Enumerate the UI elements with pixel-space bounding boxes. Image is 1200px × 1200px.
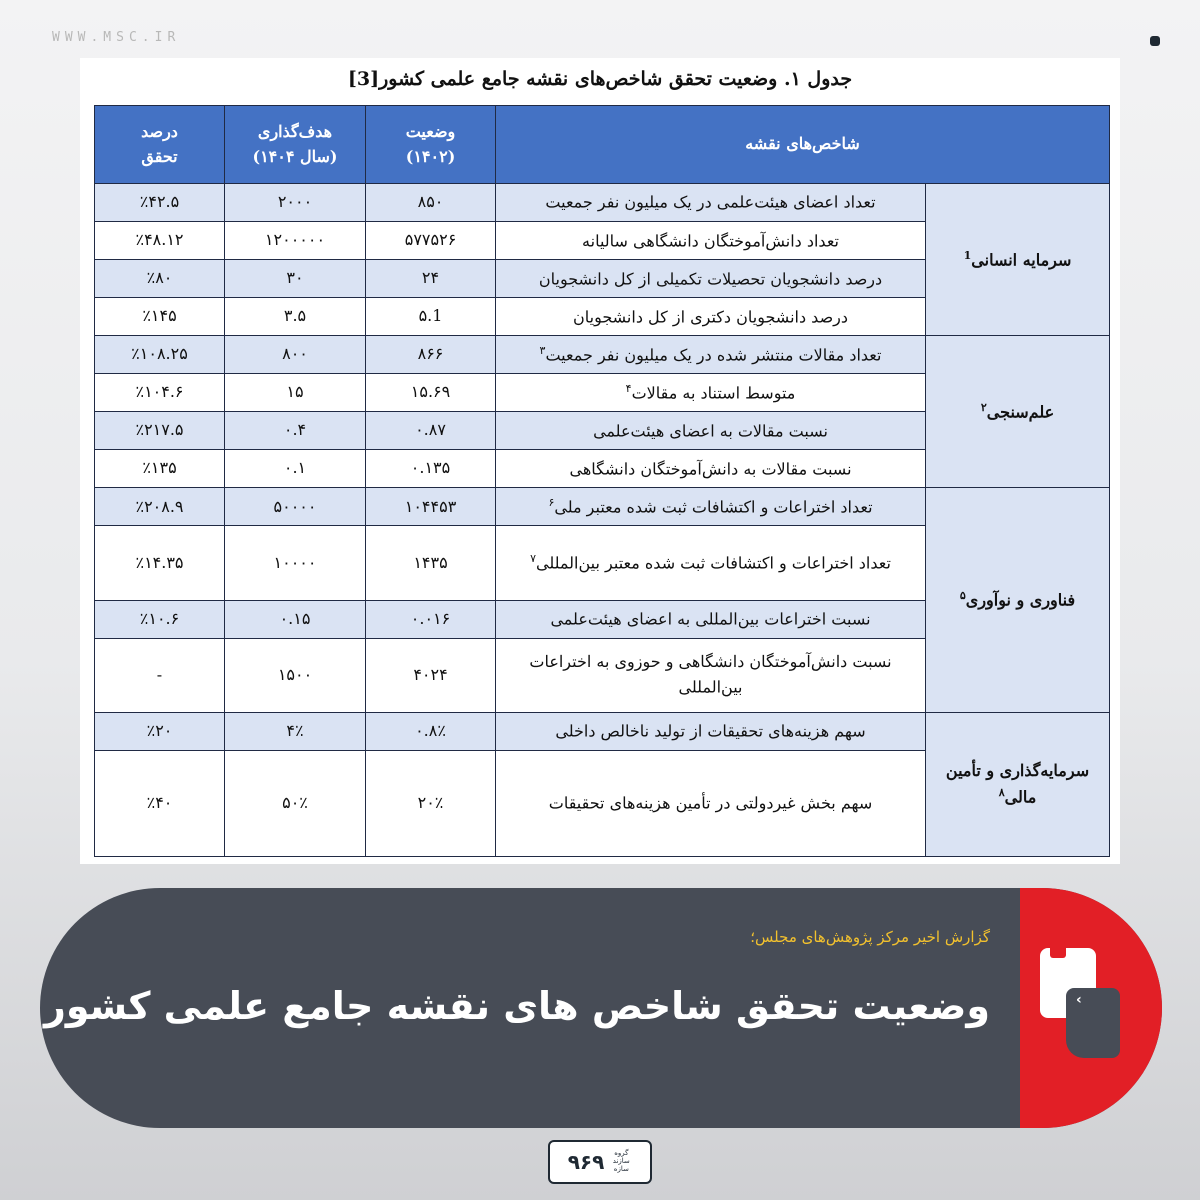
target-cell: ۵۰٪ <box>225 750 366 856</box>
chat-logo-icon <box>1040 948 1122 1058</box>
indicator-table <box>94 105 1110 857</box>
header-target-line1: هدف‌گذاری <box>257 121 333 141</box>
headline-banner <box>40 888 1162 1128</box>
achievement-cell: ٪۱۴۵ <box>95 298 225 336</box>
achievement-cell: - <box>95 638 225 712</box>
target-cell: ۰.۴ <box>225 412 366 450</box>
indicator-cell: سهم بخش غیردولتی در تأمین هزینه‌های تحقیقات <box>496 750 926 856</box>
achievement-cell: ٪۴۲.۵ <box>95 184 225 222</box>
target-cell: ۰.۱۵ <box>225 600 366 638</box>
achievement-cell: ٪۱۰.۶ <box>95 600 225 638</box>
chevron-left-icon: ‹ <box>1076 992 1082 1008</box>
status-cell: ۲۰٪ <box>366 750 496 856</box>
status-cell: ۵.1 <box>366 298 496 336</box>
target-cell: ۴٪ <box>225 712 366 750</box>
target-cell: ۲۰۰۰ <box>225 184 366 222</box>
target-cell: ۳.۵ <box>225 298 366 336</box>
site-watermark: WWW.MSC.IR <box>52 30 181 45</box>
category-scientometrics: علم‌سنجی$^۲$ <box>926 336 1110 488</box>
header-achievement-line2: تحقق <box>141 146 178 166</box>
header-achievement-line1: درصد <box>141 121 178 141</box>
target-cell: ۱۲۰۰۰۰۰ <box>225 222 366 260</box>
corner-mark-icon <box>1150 36 1160 46</box>
header-target-line2: (سال ۱۴۰۴) <box>252 146 338 166</box>
header-status-line2: (۱۴۰۲) <box>405 146 456 166</box>
status-cell: ۰.۰۱۶ <box>366 600 496 638</box>
status-cell: ۱۵.۶۹ <box>366 374 496 412</box>
indicator-cell: درصد دانشجویان دکتری از کل دانشجویان <box>496 298 926 336</box>
target-cell: ۱۰۰۰۰ <box>225 526 366 600</box>
banner-subtitle: گزارش اخیر مرکز پژوهش‌های مجلس؛ <box>750 928 990 946</box>
indicator-cell: تعداد مقالات منتشر شده در یک میلیون نفر جمعیت$^۳$ <box>496 336 926 374</box>
target-cell: ۸۰۰ <box>225 336 366 374</box>
achievement-cell: ٪۴۰ <box>95 750 225 856</box>
table-row <box>95 336 1110 374</box>
target-cell: ۱۵ <box>225 374 366 412</box>
footer-logo-mark: ۹۶۹ <box>567 1150 605 1174</box>
banner-accent <box>1020 888 1162 1128</box>
achievement-cell: ٪۸۰ <box>95 260 225 298</box>
status-cell: ۲۴ <box>366 260 496 298</box>
achievement-cell: ٪۲۱۷.۵ <box>95 412 225 450</box>
table-header-row <box>95 106 1110 184</box>
achievement-cell: ٪۱۰۴.۶ <box>95 374 225 412</box>
category-human-capital: سرمایه انسانی$^1$ <box>926 184 1110 336</box>
table-caption: جدول ۱. وضعیت تحقق شاخص‌های نقشه جامع علمی کشور[3] <box>347 68 853 90</box>
status-cell: ۰.۱۳۵ <box>366 450 496 488</box>
status-cell: ۱۰۴۴۵۳ <box>366 488 496 526</box>
indicator-cell: نسبت مقالات به دانش‌آموختگان دانشگاهی <box>496 450 926 488</box>
footer-logo-caption: گروه سازند سازه <box>612 1149 630 1173</box>
table-row <box>95 712 1110 750</box>
achievement-cell: ٪۲۰ <box>95 712 225 750</box>
indicator-cell: متوسط استناد به مقالات$^۴$ <box>496 374 926 412</box>
indicator-cell: درصد دانشجویان تحصیلات تکمیلی از کل دانشجویان <box>496 260 926 298</box>
indicator-cell: نسبت اختراعات بین‌المللی به اعضای هیئت‌علمی <box>496 600 926 638</box>
indicator-cell: تعداد اعضای هیئت‌علمی در یک میلیون نفر جمعیت <box>496 184 926 222</box>
table-document <box>80 58 1120 864</box>
status-cell: ۱۴۳۵ <box>366 526 496 600</box>
table-row <box>95 488 1110 526</box>
target-cell: ۳۰ <box>225 260 366 298</box>
achievement-cell: ٪۱۴.۳۵ <box>95 526 225 600</box>
achievement-cell: ٪۱۰۸.۲۵ <box>95 336 225 374</box>
achievement-cell: ٪۲۰۸.۹ <box>95 488 225 526</box>
indicator-cell: نسبت مقالات به اعضای هیئت‌علمی <box>496 412 926 450</box>
header-achievement <box>95 106 225 184</box>
indicator-cell: نسبت دانش‌آموختگان دانشگاهی و حوزوی به اختراعات بین‌المللی <box>496 638 926 712</box>
target-cell: ۰.۱ <box>225 450 366 488</box>
category-investment-finance: سرمایه‌گذاری و تأمین مالی$^۸$ <box>926 712 1110 856</box>
status-cell: ۴۰۲۴ <box>366 638 496 712</box>
banner-headline: وضعیت تحقق شاخص های نقشه جامع علمی کشور <box>43 984 990 1028</box>
indicator-cell: تعداد اختراعات و اکتشافات ثبت شده معتبر ملی$^۶$ <box>496 488 926 526</box>
status-cell: ۰.۸۷ <box>366 412 496 450</box>
indicator-table-wrap <box>94 105 1109 857</box>
target-cell: ۵۰۰۰۰ <box>225 488 366 526</box>
indicator-cell: تعداد اختراعات و اکتشافات ثبت شده معتبر بین‌المللی$^۷$ <box>496 526 926 600</box>
header-target <box>225 106 366 184</box>
indicator-cell: تعداد دانش‌آموختگان دانشگاهی سالیانه <box>496 222 926 260</box>
table-row <box>95 184 1110 222</box>
header-status-line1: وضعیت <box>405 121 456 141</box>
status-cell: ۸۵۰ <box>366 184 496 222</box>
indicator-cell: سهم هزینه‌های تحقیقات از تولید ناخالص داخلی <box>496 712 926 750</box>
header-status <box>366 106 496 184</box>
target-cell: ۱۵۰۰ <box>225 638 366 712</box>
category-technology-innovation: فناوری و نوآوری$^۵$ <box>926 488 1110 712</box>
achievement-cell: ٪۱۳۵ <box>95 450 225 488</box>
status-cell: ۰.۸٪ <box>366 712 496 750</box>
achievement-cell: ٪۴۸.۱۲ <box>95 222 225 260</box>
footer-brand-logo <box>548 1140 652 1184</box>
status-cell: ۵۷۷۵۲۶ <box>366 222 496 260</box>
header-indicators: شاخص‌های نقشه <box>496 106 1110 184</box>
status-cell: ۸۶۶ <box>366 336 496 374</box>
